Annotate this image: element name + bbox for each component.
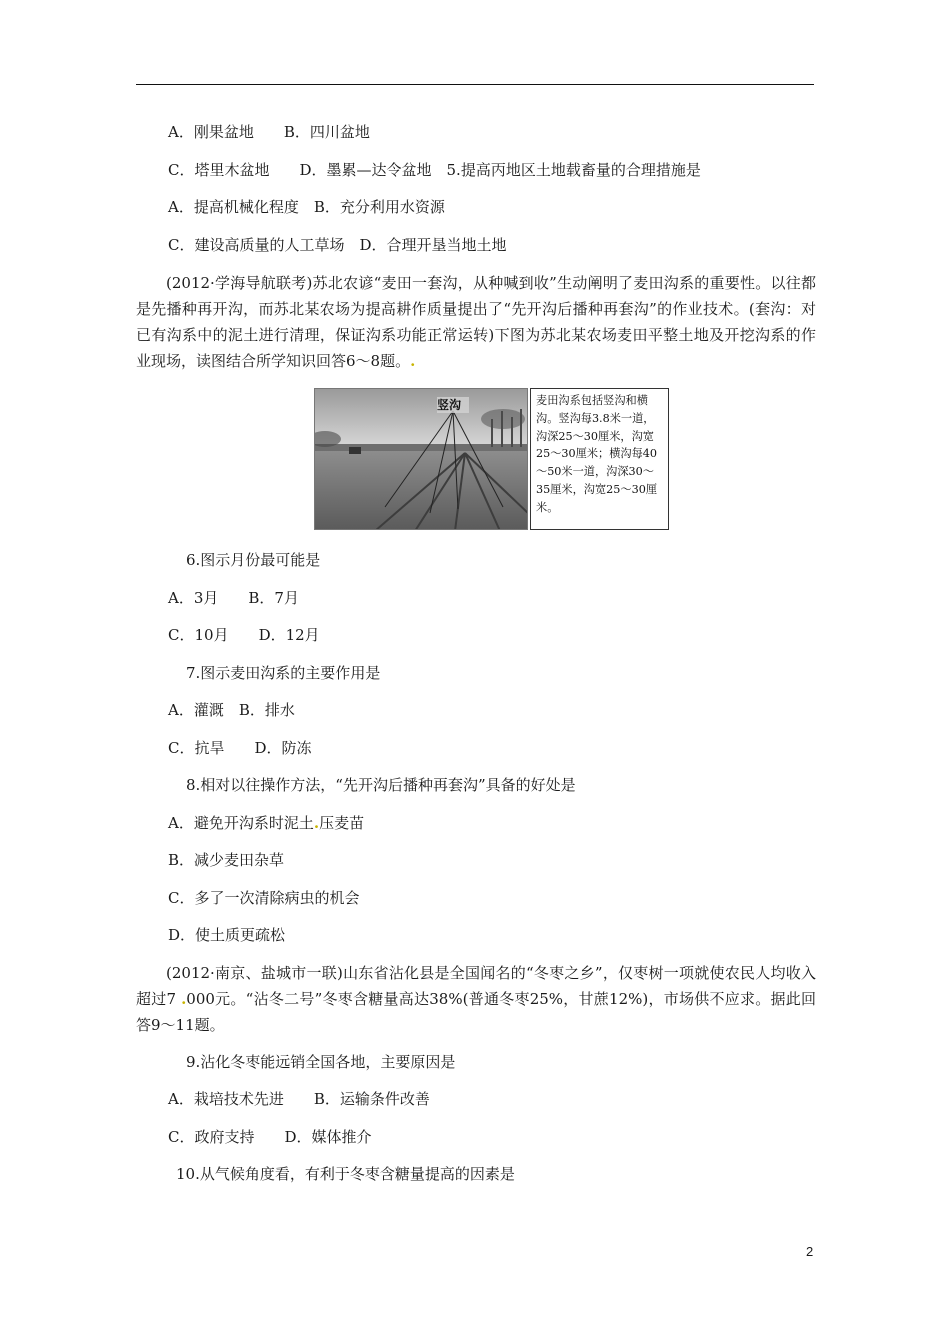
q9-stem: 9.沾化冬枣能远销全国各地，主要原因是 bbox=[186, 1053, 456, 1071]
q5-options-line2: C．建设高质量的人工草场 D．合理开垦当地土地 bbox=[168, 236, 507, 254]
vertical-ditch-label: 竖沟 bbox=[437, 398, 462, 412]
page-number: 2 bbox=[806, 1244, 814, 1259]
q9-options-line1: A．栽培技术先进 B．运输条件改善 bbox=[168, 1090, 430, 1108]
passage-wheat-field-text: (2012·学海导航联考)苏北农谚“麦田一套沟，从种喊到收”生动阐明了麦田沟系的重要性。以往都是先播种再开沟，而苏北某农场为提高耕作质量提出了“先开沟后播种再套沟”的作业技术。(套沟：对已有沟系中的泥土进行清理，保证沟系功能正常运转)下图为苏北某农场麦田平整土地及开挖沟系的作业现场，读图结合所学知识回答6～8题。 bbox=[136, 274, 816, 370]
q8-option-d: D．使土质更疏松 bbox=[168, 926, 286, 944]
stray-mark: . bbox=[313, 814, 320, 832]
stray-mark: . bbox=[181, 990, 187, 1008]
q5-options-line1: A．提高机械化程度 B．充分利用水资源 bbox=[168, 198, 445, 216]
q7-options-line2: C．抗旱 D．防冻 bbox=[168, 739, 312, 757]
q7-stem: 7.图示麦田沟系的主要作用是 bbox=[186, 664, 381, 682]
q10-stem: 10.从气候角度看，有利于冬枣含糖量提高的因素是 bbox=[176, 1165, 515, 1183]
stray-mark: . bbox=[410, 352, 416, 370]
q8-option-c: C．多了一次清除病虫的机会 bbox=[168, 889, 360, 907]
header-rule bbox=[136, 84, 814, 85]
figure-caption: 麦田沟系包括竖沟和横沟。竖沟每3.8米一道，沟深25～30厘米，沟宽25～30厘米；横沟每40～50米一道，沟深30～35厘米，沟宽25～30厘米。 bbox=[530, 388, 669, 530]
q6-stem: 6.图示月份最可能是 bbox=[186, 551, 321, 569]
q8-option-a-part2: 压麦苗 bbox=[319, 814, 365, 832]
wheat-field-photo bbox=[314, 388, 528, 530]
passage-wheat-field bbox=[136, 270, 816, 374]
q4-options-line2: C．塔里木盆地 D．墨累—达令盆地 5.提高丙地区土地载畜量的合理措施是 bbox=[168, 161, 701, 179]
q8-option-a bbox=[168, 812, 364, 834]
q6-options-line1: A．3月 B．7月 bbox=[168, 589, 299, 607]
q8-stem: 8.相对以往操作方法，“先开沟后播种再套沟”具备的好处是 bbox=[186, 776, 576, 794]
passage-winter-jujube-part1: (2012·南京、盐城市一联)山东省沾化县是全国闻名的“冬枣之乡”，仅枣树一项就使农民人均收入超过7 bbox=[136, 964, 816, 1008]
q8-option-a-part1: A．避免开沟系时泥土 bbox=[168, 814, 314, 832]
q9-options-line2: C．政府支持 D．媒体推介 bbox=[168, 1128, 372, 1146]
q6-options-line2: C．10月 D．12月 bbox=[168, 626, 320, 644]
q4-options-line1: A．刚果盆地 B．四川盆地 bbox=[168, 123, 370, 141]
wheat-field-figure bbox=[314, 388, 669, 530]
q8-option-b: B．减少麦田杂草 bbox=[168, 851, 285, 869]
passage-winter-jujube-part2: 000元。“沾冬二号”冬枣含糖量高达38%(普通冬枣25%，甘蔗12%)，市场供不应求。据此回答9～11题。 bbox=[136, 990, 816, 1034]
passage-winter-jujube bbox=[136, 960, 816, 1038]
field-photo-drawing bbox=[315, 389, 528, 530]
q7-options-line1: A．灌溉 B．排水 bbox=[168, 701, 295, 719]
